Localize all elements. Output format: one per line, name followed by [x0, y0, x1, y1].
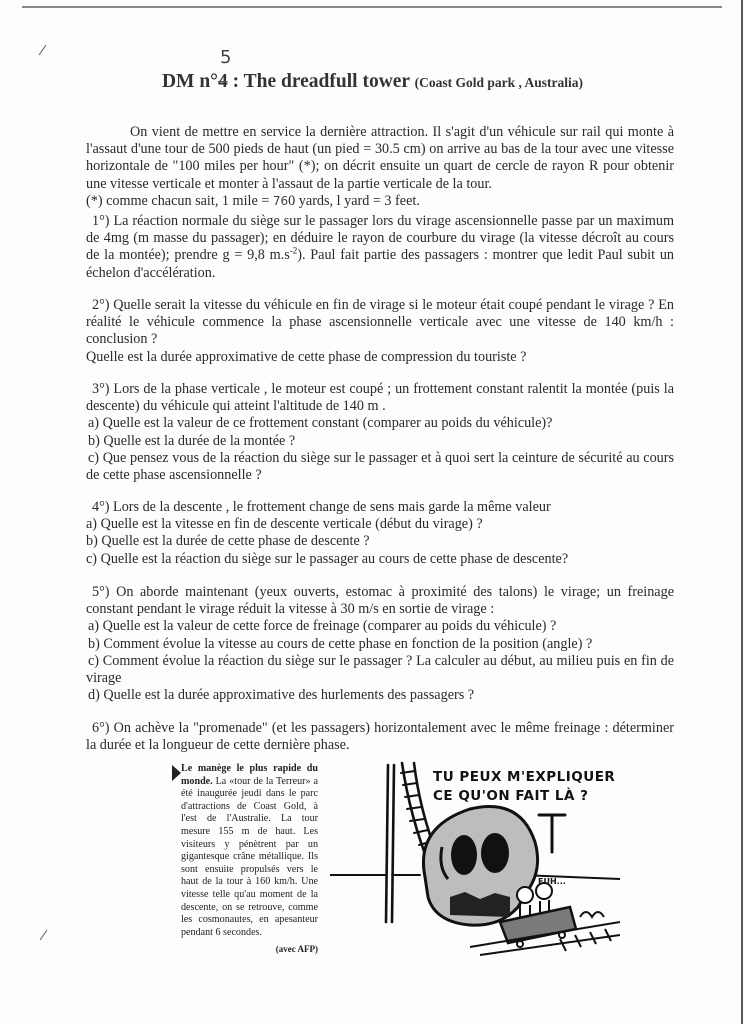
q1-exponent: -2	[289, 245, 298, 256]
question-3	[86, 381, 674, 484]
article-body: La «tour de la Terreur» a été inaugurée jeudi dans le parc d'attractions de Coast Gold, à l'est de l'Australie. La tour mesure 155 m de haut. Les visiteurs y pénètrent par un gigantesque crâne métallique. Ils sont ensuite propulsés vers le haut de la tour à 160 km/h. Une vitesse telle qu'au moment de la descente, on se retrouve, comme les cosmonautes, en apesanteur pendant 6 secondes.	[181, 775, 318, 938]
speech-line: CE QU'ON FAIT LÀ ?	[433, 788, 589, 804]
stray-pen-mark	[40, 930, 48, 940]
triangle-bullet-icon	[172, 765, 181, 781]
speech-line: TU PEUX M'EXPLIQUER	[433, 769, 616, 785]
passenger-head	[517, 887, 533, 903]
sub-question: b) Quelle est la durée de la montée ?	[88, 432, 296, 449]
question-text: 2°) Quelle serait la vitesse du véhicule en fin de virage si le moteur était coupé pendant le virage ? En réalité le véhicule commence la phase ascensionnelle verticale avec une vitesse de 140 km/h : conclusion ?	[86, 297, 674, 348]
question-text	[86, 213, 674, 282]
q1-text-a: 1°) La réaction normale du siège sur le passager lors du virage ascensionnelle passe par un maximum de 4mg (m masse du passager); en déduire le rayon de courbure du virage (la vitesse décroît au cours de la montée); prendre g = 9,8 m.s	[86, 213, 674, 264]
sub-question: a) Quelle est la vitesse en fin de descente verticale (début du virage) ?	[86, 516, 483, 533]
handwritten-number: 5	[219, 47, 232, 68]
question-extra: Quelle est la durée approximative de cette phase de compression du touriste ?	[86, 348, 527, 365]
scan-top-edge	[22, 6, 722, 8]
question-text: 6°) On achève la "promenade" (et les passagers) horizontalement avec le même freinage : déterminer la durée et la longueur de cette dernière phase.	[86, 720, 674, 754]
q1-text-b: ). Paul fait partie des passagers : montrer que ledit Paul subit un échelon d'accélération.	[86, 247, 675, 281]
stray-pen-mark	[39, 45, 47, 55]
handwritten-correction: 76	[272, 193, 289, 208]
question-text: 5°) On aborde maintenant (yeux ouverts, estomac à proximité des talons) le virage; un freinage constant pendant le virage réduit la vitesse à 30 m/s en sortie de virage :	[86, 584, 674, 618]
article-source: (avec AFP)	[275, 944, 318, 955]
newspaper-clipping	[181, 763, 318, 956]
struck-number: 4	[217, 71, 228, 92]
passenger-reply: EUH...	[538, 877, 566, 886]
sub-question: c) Comment évolue la réaction du siège sur le passager ? La calculer au début, au milieu puis en fin de virage	[86, 652, 674, 687]
intro-footnote	[86, 193, 674, 210]
question-2	[86, 297, 674, 366]
question-5	[86, 584, 674, 704]
footnote-text: (*) comme chacun sait, 1 mile =	[86, 192, 270, 209]
title-subtitle: (Coast Gold park , Australia)	[414, 75, 584, 90]
question-1	[86, 213, 674, 282]
intro-section	[86, 124, 674, 210]
skull-eye-right	[481, 833, 509, 873]
speech-bubble	[433, 768, 615, 806]
assignment-number	[217, 47, 232, 93]
question-text: 3°) Lors de la phase verticale , le moteur est coupé ; un frottement constant ralentit la montée (puis la descente) du véhicule qui atteint l'altitude de 140 m .	[86, 381, 674, 415]
page-title	[0, 47, 745, 93]
title-main: : The dreadfull tower	[227, 71, 415, 92]
sub-question: a) Quelle est la valeur de ce frottement constant (comparer au poids du véhicule)?	[88, 415, 553, 432]
question-text: 4°) Lors de la descente , le frottement change de sens mais garde la même valeur	[92, 499, 551, 515]
intro-paragraph: On vient de mettre en service la dernière attraction. Il s'agit d'un véhicule sur rail qui monte à l'assaut d'une tour de 500 pieds de haut (un pied = 30.5 cm) on arrive au bas de la tour avec une vitesse horizontale de "100 miles per hour" (*); on décrit ensuite un quart de cercle de rayon R pour obtenir une vitesse verticale et monter à l'assaut de la partie verticale de la tour.	[86, 124, 674, 192]
footnote-text-end: 0 yards, l yard = 3 feet.	[288, 192, 420, 209]
title-prefix: DM n°	[161, 71, 218, 92]
sub-question: b) Comment évolue la vitesse au cours de cette phase en fonction de la position (angle) ?	[88, 635, 593, 652]
tower-rail-left	[386, 765, 388, 922]
sub-question: c) Quelle est la réaction du siège sur le passager au cours de cette phase de descente?	[86, 550, 569, 567]
question-6	[86, 720, 674, 754]
sub-question: a) Quelle est la valeur de cette force de freinage (comparer au poids du véhicule) ?	[88, 618, 557, 635]
scan-right-edge	[741, 0, 743, 1024]
sub-question: b) Quelle est la durée de cette phase de descente ?	[86, 533, 370, 550]
article-headline: Le manège le plus rapide du monde.	[181, 763, 318, 787]
sub-question: d) Quelle est la durée approximative des hurlements des passagers ?	[88, 687, 475, 704]
question-4	[86, 499, 674, 568]
sub-question: c) Que pensez vous de la réaction du siège sur le passager et à quoi sert la ceinture de sécurité au cours de cette phase ascensionnelle ?	[86, 449, 674, 484]
skull-eye-left	[451, 835, 477, 875]
